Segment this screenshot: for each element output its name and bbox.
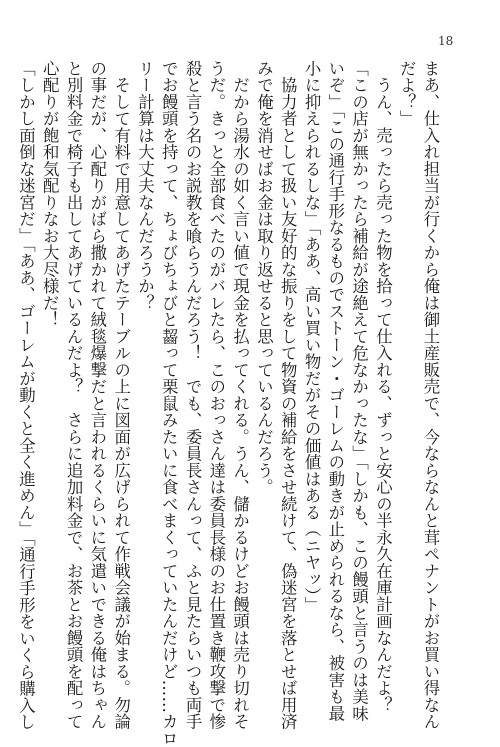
text-line: リー計算は大丈夫なんだろうか？ xyxy=(135,60,155,312)
text-line: 殺と言う名のお説教を喰らうんだろう！ でも、委員長さんって、ふと見たらいつも両手 xyxy=(183,60,203,730)
body-text xyxy=(14,60,442,747)
text-line: の事だが、心配りがばら撒かれて絨毯爆撃だと言われるくらいに気遣いできる俺はちゃん xyxy=(87,60,107,730)
text-line: うん、売ったら売った物を拾って仕入れる、ずっと安心の半永久在庫計画なんだよ？ xyxy=(373,60,393,714)
text-line: 「しかし面倒な迷宮だ」「ああ、ゴーレムが動くと全く進めん」「通行手形をいくら購入し xyxy=(16,60,36,731)
text-line: うだ。きっと全部食べたのがバレたら、このおっさん達は委員長様のお仕置き鞭攻撃で惨 xyxy=(206,60,226,730)
text-line: だよ？」 xyxy=(397,60,417,127)
text-line: みで俺を消せばお金は取り返せると思っているんだろう。 xyxy=(254,60,274,496)
text-line: いぞ」「この通行手形なるものでストーン・ゴーレムの動きが止められるなら、被害も最 xyxy=(325,60,345,722)
text-line: 心配りが飽和気配りなお大尽様だ！ xyxy=(40,60,60,328)
text-line: そして有料で用意してあげたテーブルの上に図面が広げられて作戦会議が始まる。勿論 xyxy=(111,60,131,730)
text-line: 協力者として扱い友好的な振りをして物資の補給をさせ続けて、偽迷宮を落とせば用済 xyxy=(278,60,298,730)
text-line: だから湯水の如く言い値で現金を払ってくれる。うん、儲かるけどお饅頭は売り切れそ xyxy=(230,60,250,730)
page-number: 18 xyxy=(438,34,454,48)
text-line: 「この店が無かったら補給が途絶えて危なかったな」「しかも、この饅頭と言うのは美味 xyxy=(349,60,369,722)
text-line: でお饅頭を持って、ちょびちょびと齧って栗鼠みたいに食べまくっていたんだけど……カロ xyxy=(159,60,179,747)
text-line: 小に抑えられるしな」「ああ、高い買い物だがその価値はある（ニヤッ）」 xyxy=(302,60,322,614)
text-line: と別料金で椅子も出してあげているんだよ？ さらに追加料金で、お茶とお饅頭を配って xyxy=(64,60,84,730)
text-line: まあ、仕入れ担当が行くから俺は御土産販売で、今ならなんと茸ペナントがお買い得なん xyxy=(421,60,440,730)
